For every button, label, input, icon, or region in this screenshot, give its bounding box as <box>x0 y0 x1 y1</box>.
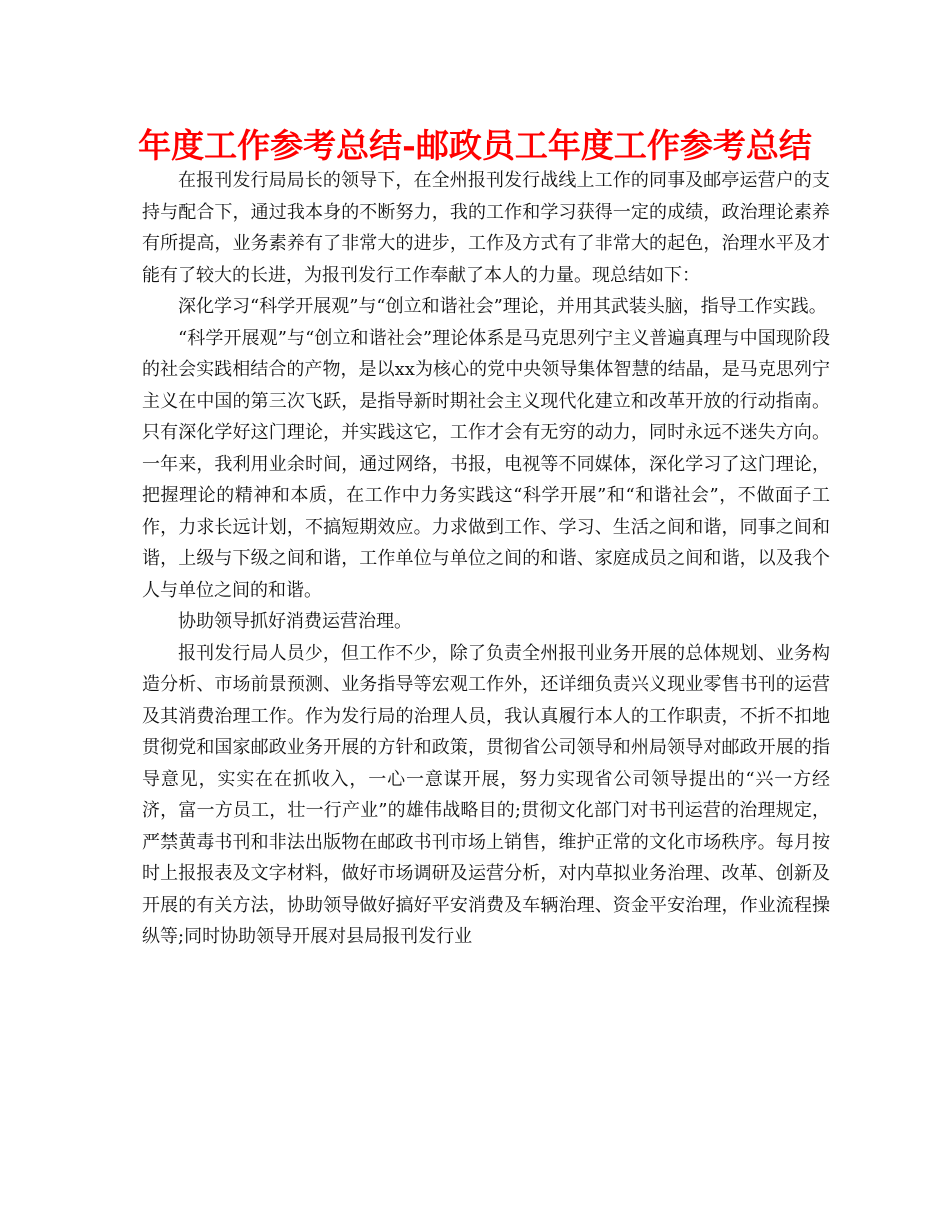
paragraph-heading-management: 协助领导抓好消费运营治理。 <box>178 611 412 632</box>
paragraph-heading-study: 深化学习“科学开展观”与“创立和谐社会”理论，并用其武装头脑，指导工作实践。 <box>178 296 827 317</box>
paragraph-management: 报刊发行局人员少，但工作不少，除了负责全州报刊业务开展的总体规划、业务构造分析、市场前景预测、业务指导等宏观工作外，还详细负责兴义现业零售书刊的运营及其消费治理工作。作为发行局的治理人员，我认真履行本人的工作职责，不折不扣地贯彻党和国家邮政业务开展的方针和政策，贯彻省公司领导和州局领导对邮政开展的指导意见，实实在在抓收入，一心一意谋开展，努力实现省公司领导提出的“兴一方经济，富一方员工，壮一行产业”的雄伟战略目的;贯彻文化部门对书刊运营的治理规定，严禁黄毒书刊和非法出版物在邮政书刊市场上销售，维护正常的文化市场秩序。每月按时上报报表及文字材料，做好市场调研及运营分析，对内草拟业务治理、改革、创新及开展的有关方法，协助领导做好搞好平安消费及车辆治理、资金平安治理，作业流程操纵等;同时协助领导开展对县局报刊发行业 <box>142 642 830 947</box>
paragraph-intro: 在报刊发行局局长的领导下，在全州报刊发行战线上工作的同事及邮亭运营户的支持与配合下，通过我本身的不断努力，我的工作和学习获得一定的成绩，政治理论素养有所提高，业务素养有了非常大的进步，工作及方式有了非常大的起色，治理水平及才能有了较大的长进，为报刊发行工作奉献了本人的力量。现总结如下： <box>142 170 830 286</box>
paragraph-theory: “科学开展观”与“创立和谐社会”理论体系是马克思列宁主义普遍真理与中国现阶段的社会实践相结合的产物，是以xx为核心的党中央领导集体智慧的结晶，是马克思列宁主义在中国的第三次飞跃，是指导新时期社会主义现代化建立和改革开放的行动指南。只有深化学好这门理论，并实践这它，工作才会有无穷的动力，同时永远不迷失方向。一年来，我利用业余时间，通过网络，书报，电视等不同媒体，深化学习了这门理论，把握理论的精神和本质，在工作中力务实践这“科学开展”和“和谐社会”，不做面子工作，力求长远计划，不搞短期效应。力求做到工作、学习、生活之间和谐，同事之间和谐，上级与下级之间和谐，工作单位与单位之间的和谐、家庭成员之间和谐，以及我个人与单位之间的和谐。 <box>142 327 830 601</box>
document-body <box>142 165 830 953</box>
document-title: 年度工作参考总结-邮政员工年度工作参考总结 <box>138 126 812 165</box>
